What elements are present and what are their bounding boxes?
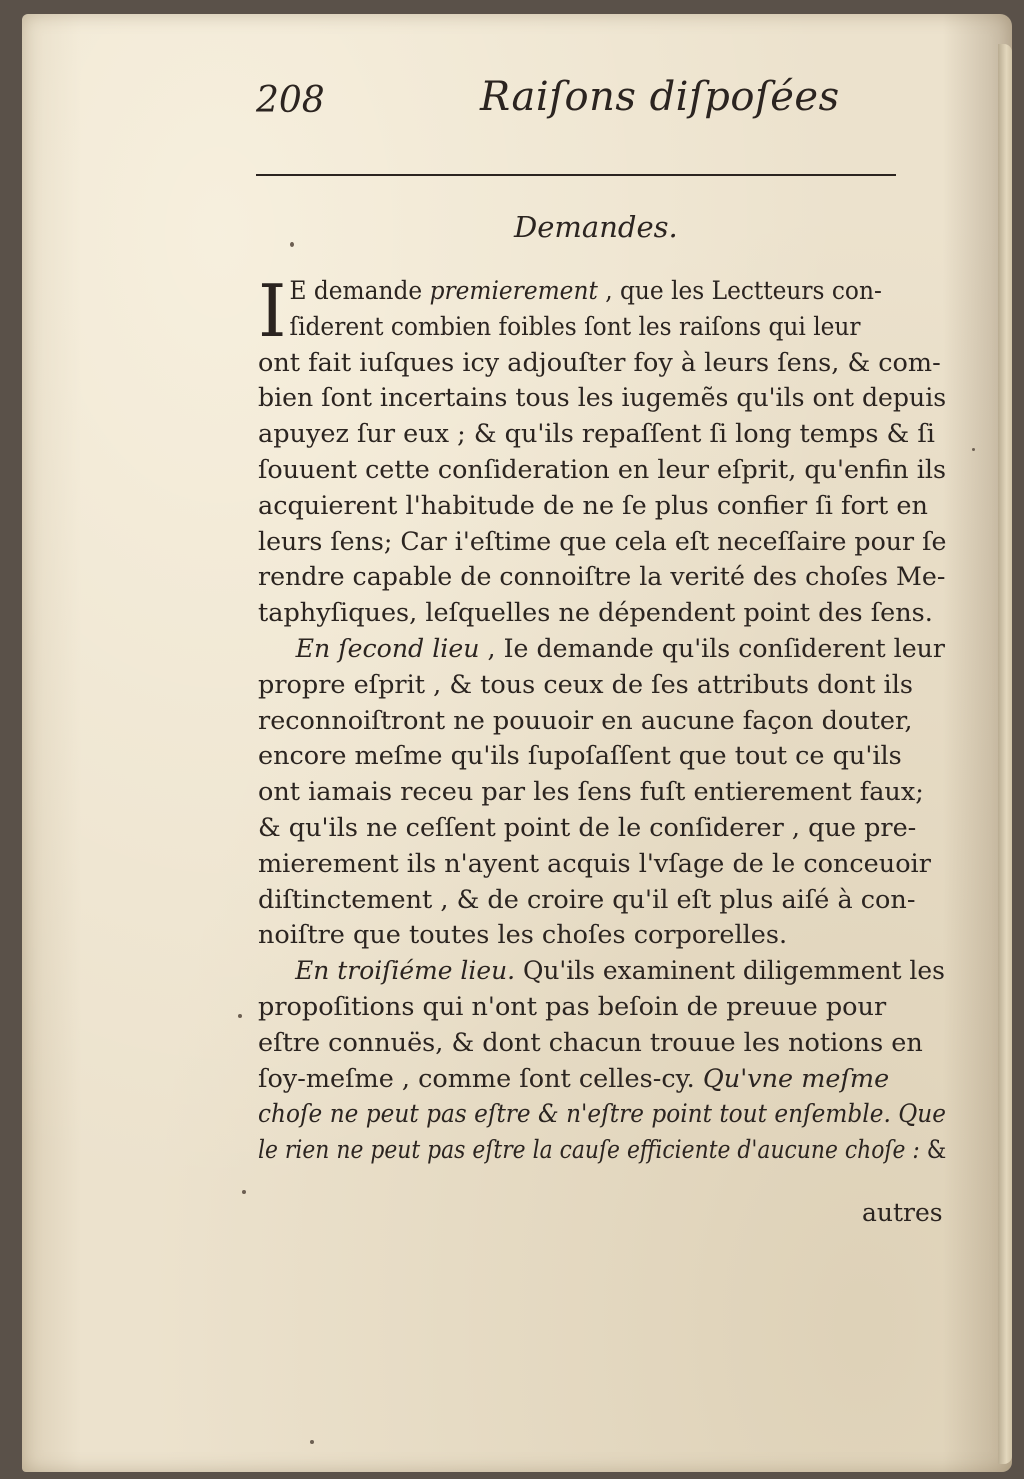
text-line: [258, 453, 947, 489]
roman-phrase: acquierent l'habitude de ne ſe plus confier ſi fort en: [258, 490, 928, 521]
text-line: [258, 596, 946, 632]
text-line: [258, 1062, 946, 1098]
text-line: [258, 739, 946, 775]
roman-phrase: ſouuent cette conſideration en leur eſprit, qu'enfin ils: [258, 454, 947, 485]
roman-phrase: Qu'ils examinent diligemment les: [515, 956, 945, 987]
paper-speck: [972, 448, 975, 451]
roman-phrase: ont fait iuſques icy adjouſter foy à leurs ſens, & com-: [258, 347, 941, 378]
text-line: [258, 274, 886, 310]
italic-phrase: le rien ne peut pas eſtre la cauſe efficiente d'aucune choſe :: [258, 1135, 920, 1166]
roman-phrase: &: [919, 1135, 947, 1166]
text-line: [258, 811, 946, 847]
italic-phrase: Qu'vne meſme: [702, 1063, 890, 1094]
roman-phrase: propoſitions qui n'ont pas beſoin de preuue pour: [258, 991, 887, 1022]
roman-phrase: taphyſiques, leſquelles ne dépendent point des ſens.: [258, 598, 933, 629]
text-line: [258, 560, 946, 596]
paper-speck: [290, 242, 294, 247]
roman-phrase: apuyez ſur eux ; & qu'ils repaſſent ſi long temps & ſi: [258, 419, 935, 450]
next-page-edge: [998, 44, 1012, 1464]
text-line: [258, 417, 946, 453]
text-line: [258, 775, 946, 811]
text-line: [258, 632, 945, 668]
text-line: [258, 310, 886, 346]
drop-cap: I: [258, 269, 287, 353]
body-text: [258, 269, 947, 1169]
roman-phrase: bien ſont incertains tous les iugemẽs qu'ils ont depuis: [258, 383, 947, 414]
paper-speck: [238, 1014, 242, 1018]
header-rule: [256, 174, 896, 176]
running-head: [256, 74, 896, 130]
text-line: [258, 1026, 946, 1062]
roman-phrase: leurs ſens; Car i'eſtime que cela eſt neceſſaire pour ſe: [258, 526, 947, 557]
text-line: [258, 954, 945, 990]
text-line: [258, 489, 946, 525]
text-line: [258, 1097, 946, 1133]
roman-phrase: noiſtre que toutes les choſes corporelles.: [258, 920, 788, 951]
text-line: [258, 381, 947, 417]
roman-phrase: rendre capable de connoiſtre la verité des choſes Me-: [258, 562, 946, 593]
roman-phrase: E demande: [289, 276, 430, 306]
roman-phrase: ont iamais receu par les ſens fuſt entierement faux;: [258, 777, 924, 808]
text-line: [258, 883, 946, 919]
section-heading: Demandes.: [514, 210, 678, 244]
italic-phrase: En ſecond lieu: [295, 633, 480, 664]
paper-speck: [242, 1190, 246, 1194]
text-line: [258, 704, 946, 740]
text-line: [258, 668, 946, 704]
paper-speck: [310, 1440, 314, 1444]
text-line: [258, 525, 947, 561]
running-title: Raiſons diſpoſées: [480, 74, 840, 120]
italic-phrase: choſe ne peut pas eſtre & n'eſtre point tout enſemble. Que: [258, 1099, 946, 1130]
roman-phrase: ſoy-meſme , comme ſont celles-cy.: [258, 1063, 703, 1094]
roman-phrase: diſtinctement , & de croire qu'il eſt plus aiſé à con-: [258, 884, 916, 915]
roman-phrase: reconnoiſtront ne pouuoir en aucune façon douter,: [258, 705, 913, 736]
text-line: [258, 918, 946, 954]
roman-phrase: & qu'ils ne ceſſent point de le conſiderer , que pre-: [258, 812, 917, 843]
page-number: 208: [256, 80, 325, 121]
roman-phrase: , que les Lectteurs con-: [597, 276, 882, 306]
text-line: [258, 847, 946, 883]
roman-phrase: encore meſme qu'ils ſupoſaſſent que tout ce qu'ils: [258, 741, 902, 772]
text-line: [258, 990, 946, 1026]
italic-phrase: En troiſiéme lieu.: [295, 956, 516, 987]
text-line: [258, 346, 946, 382]
roman-phrase: eſtre connuës, & dont chacun trouue les notions en: [258, 1027, 923, 1058]
roman-phrase: propre eſprit , & tous ceux de ſes attributs dont ils: [258, 669, 913, 700]
text-line: [258, 1133, 947, 1169]
roman-phrase: mierement ils n'ayent acquis l'vſage de le conceuoir: [258, 848, 931, 879]
roman-phrase: , Ie demande qu'ils conſiderent leur: [479, 633, 945, 664]
italic-phrase: premierement: [429, 276, 598, 306]
catchword: autres: [862, 1198, 943, 1227]
roman-phrase: ſiderent combien foibles ſont les raiſons qui leur: [289, 311, 861, 342]
